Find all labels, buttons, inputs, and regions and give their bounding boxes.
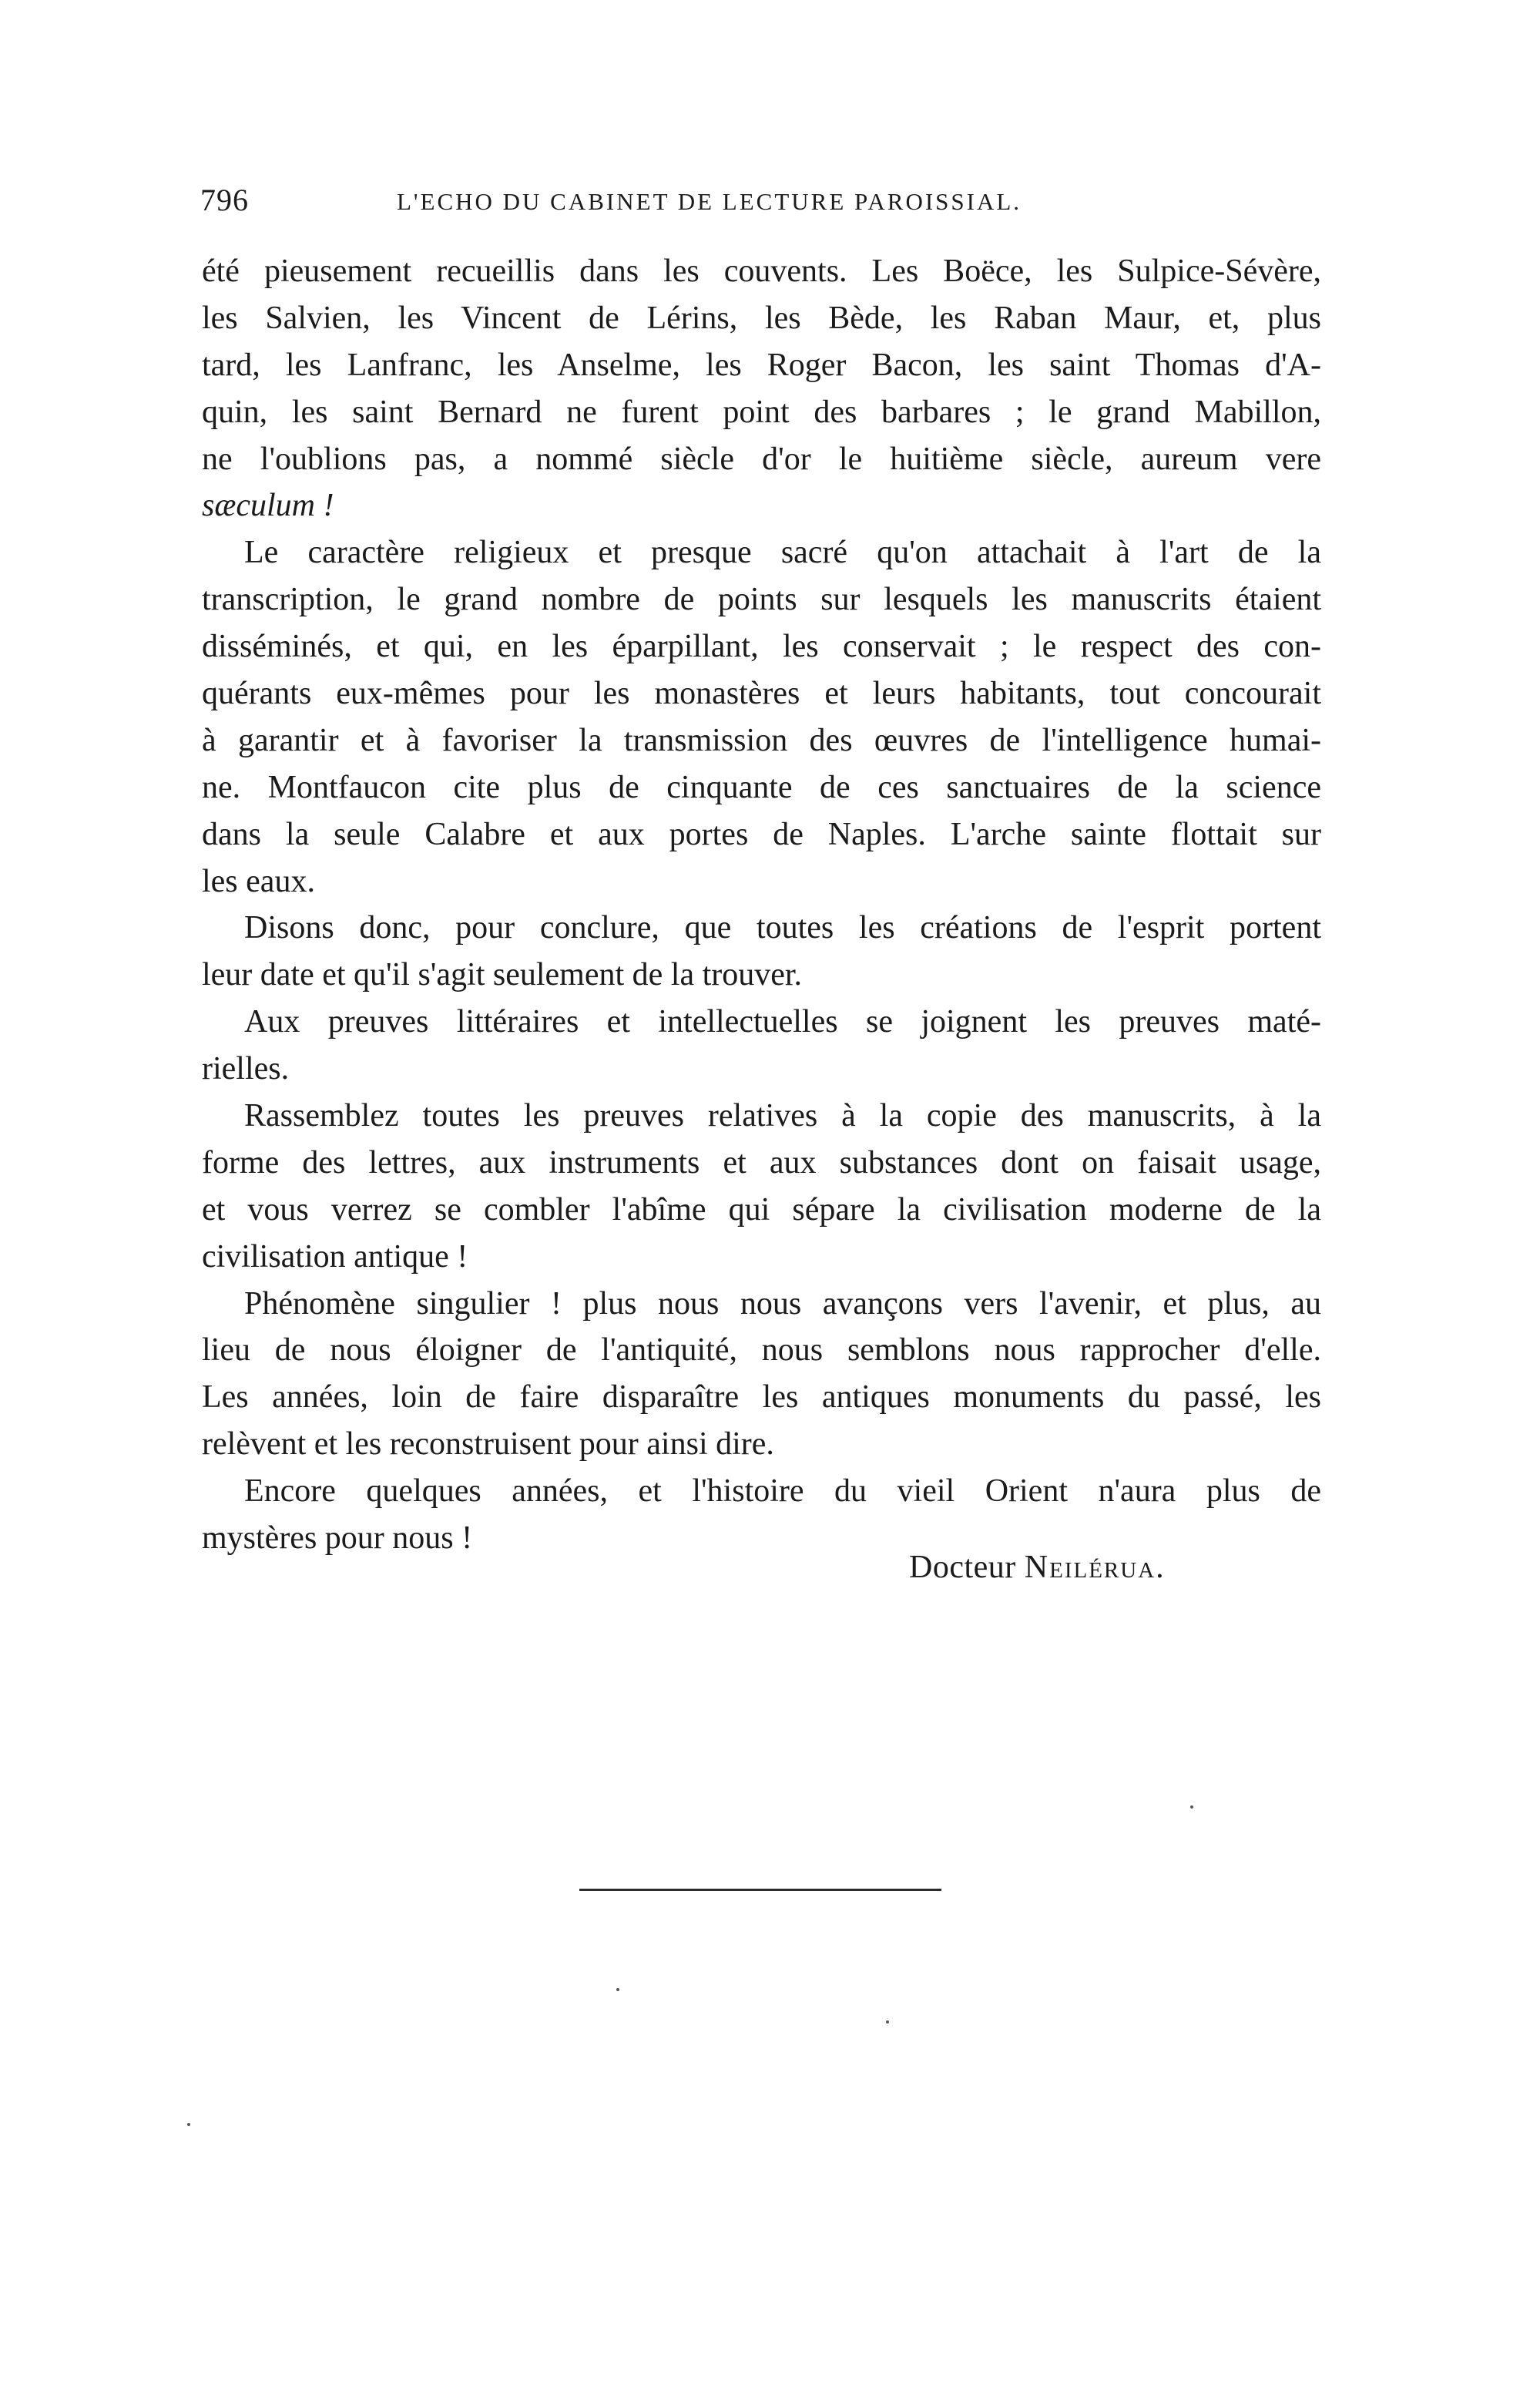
text-line: relèvent et les reconstruisent pour ainsi dire. [202,1426,774,1463]
paragraph [202,1093,1321,1281]
text-line: Disons donc, pour conclure, que toutes les créations de l'esprit portent [244,910,1321,946]
text-line: ne. Montfaucon cite plus de cinquante de ces sanctuaires de la science [202,769,1321,805]
text-line: dans la seule Calabre et aux portes de Naples. L'arche sainte flottait sur [202,816,1321,852]
paragraph [202,999,1321,1093]
print-speck [187,2123,190,2126]
print-speck [1190,1805,1193,1809]
text-line: quérants eux-mêmes pour les monastères et leurs habitants, tout concourait [202,676,1321,712]
text-line: lieu de nous éloigner de l'antiquité, nous semblons nous rapprocher d'elle. [202,1332,1321,1369]
text-line: forme des lettres, aux instruments et aux substances dont on faisait usage, [202,1144,1321,1181]
paragraph [202,1281,1321,1469]
latin-phrase: sæculum ! [202,488,334,524]
text-line: Phénomène singulier ! plus nous nous avançons vers l'avenir, et plus, au [244,1285,1321,1322]
text-line: Aux preuves littéraires et intellectuelles se joignent les preuves maté- [244,1004,1321,1040]
text-line: les Salvien, les Vincent de Lérins, les Bède, les Raban Maur, et, plus [202,300,1321,336]
signature-name: Neiléruа. [1024,1550,1166,1585]
text-line: tard, les Lanfranc, les Anselme, les Roger Bacon, les saint Thomas d'A- [202,347,1321,383]
text-line: été pieusement recueillis dans les couvents. Les Boëce, les Sulpice-Sévère, [202,254,1321,289]
text-line: leur date et qu'il s'agit seulement de la trouver. [202,957,803,993]
text-line: Encore quelques années, et l'histoire du vieil Orient n'aura plus de [244,1473,1321,1510]
text-line: transcription, le grand nombre de points sur lesquels les manuscrits étaient [202,582,1321,618]
text-line: civilisation antique ! [202,1238,468,1275]
text-line: ne l'oublions pas, a nommé siècle d'or le huitième siècle, aureum vere [202,441,1321,477]
print-speck [886,2020,889,2024]
text-line: rielles. [202,1051,290,1087]
article-body [202,248,1321,1562]
signature-title: Docteur [909,1550,1016,1585]
running-title: L'ECHO DU CABINET DE LECTURE PAROISSIAL. [397,188,1022,215]
text-line: Rassemblez toutes les preuves relatives à la copie des manuscrits, à la [244,1098,1321,1134]
paragraph [202,1468,1321,1562]
end-rule [579,1889,941,1891]
text-line: Le caractère religieux et presque sacré qu'on attachait à l'art de la [244,535,1321,571]
text-line: disséminés, et qui, en les éparpillant, les conservait ; le respect des con- [202,629,1321,665]
page-number: 796 [200,183,249,217]
text-line: et vous verrez se combler l'abîme qui sépare la civilisation moderne de la [202,1191,1321,1228]
text-line: quin, les saint Bernard ne furent point des barbares ; le grand Mabillon, [202,394,1321,430]
page-header [200,182,1340,228]
text-line: à garantir et à favoriser la transmission des œuvres de l'intelligence humai- [202,722,1321,758]
paragraph [202,905,1321,999]
paragraph [202,248,1321,529]
print-speck [616,1988,619,1991]
paragraph [202,529,1321,905]
text-line: Les années, loin de faire disparaître les antiques monuments du passé, les [202,1379,1321,1416]
text-line [202,482,1321,529]
author-signature [909,1549,1166,1586]
text-line: les eaux. [202,863,315,899]
text-line: mystères pour nous ! [202,1520,473,1557]
